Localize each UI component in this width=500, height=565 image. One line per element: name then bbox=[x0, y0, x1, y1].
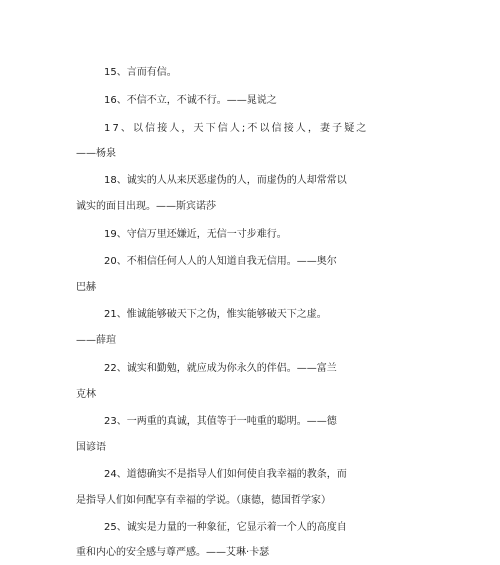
quote-line: ——薛瑄 bbox=[76, 335, 116, 346]
quote-line: 25、诚实是力量的一种象征，它显示着一个人的高度自 bbox=[104, 522, 347, 533]
quote-line: 巴赫 bbox=[76, 282, 96, 293]
quote-line: 是指导人们如何配享有幸福的学说。（康德，德国哲学家） bbox=[76, 495, 331, 506]
quote-line: 16、不信不立，不诚不行。——晁说之 bbox=[104, 95, 277, 106]
quote-line: 21、惟诚能够破天下之伪，惟实能够破天下之虚。 bbox=[104, 309, 327, 320]
quote-line: 诚实的面目出现。——斯宾诺莎 bbox=[76, 201, 216, 212]
quote-line: 15、言而有信。 bbox=[104, 67, 177, 78]
quote-line: 22、诚实和勤勉，就应成为你永久的伴侣。——富兰 bbox=[104, 363, 337, 374]
quote-line: 19、守信万里还嫌近，无信一寸步难行。 bbox=[104, 229, 287, 240]
quote-line: 18、诚实的人从来厌恶虚伪的人，而虚伪的人却常常以 bbox=[104, 175, 347, 186]
quote-line: ——杨泉 bbox=[76, 148, 116, 159]
quote-line: 17、以信接人，天下信人;不以信接人，妻子疑之 bbox=[104, 123, 369, 134]
quote-line: 20、不相信任何人人的人知道自我无信用。——奥尔 bbox=[104, 256, 337, 267]
quote-line: 24、道德确实不是指导人们如何使自我幸福的教条，而 bbox=[104, 469, 347, 480]
quote-line: 重和内心的安全感与尊严感。——艾琳·卡瑟 bbox=[76, 547, 270, 558]
quote-line: 国谚语 bbox=[76, 442, 106, 453]
quote-line: 23、一两重的真诚，其值等于一吨重的聪明。——德 bbox=[104, 416, 337, 427]
quote-line: 克林 bbox=[76, 389, 96, 400]
